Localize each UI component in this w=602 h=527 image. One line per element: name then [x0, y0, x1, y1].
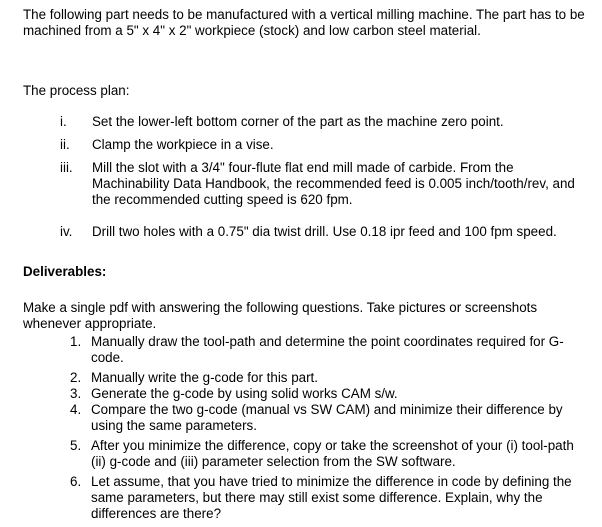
question-text: Generate the g-code by using solid works CAM s/w.: [91, 386, 398, 401]
question-number: 1.: [70, 334, 82, 349]
step-text: Mill the slot with a 3/4" four-flute flat end mill made of carbide. From the Machinability Data Handbook, the recommended feed is 0.005 inch/tooth/rev, and the recommended cutting speed is 620 fpm.: [92, 160, 575, 207]
step-number: ii.: [60, 137, 70, 152]
step-number: iv.: [60, 224, 73, 239]
question-text: Manually draw the tool-path and determine the point coordinates required for G-code.: [91, 334, 564, 365]
question-number: 2.: [70, 370, 82, 385]
step-text: Clamp the workpiece in a vise.: [92, 137, 274, 152]
question-number: 3.: [70, 386, 82, 401]
step-number: iii.: [60, 160, 73, 175]
step-number: i.: [60, 114, 67, 129]
step-text: Set the lower-left bottom corner of the part as the machine zero point.: [92, 114, 504, 129]
question-text: Manually write the g-code for this part.: [91, 370, 319, 385]
question-number: 6.: [70, 474, 82, 489]
question-text: Let assume, that you have tried to minimize the difference in code by defining the same parameters, but there may still exist some difference. Explain, why the differences are there?: [91, 474, 572, 521]
question-number: 5.: [70, 438, 82, 453]
question-text: After you minimize the difference, copy or take the screenshot of your (i) tool-path (ii) g-code and (iii) parameter selection from the SW software.: [91, 438, 574, 469]
step-text: Drill two holes with a 0.75" dia twist drill. Use 0.18 ipr feed and 100 fpm speed.: [92, 224, 557, 239]
question-text: Compare the two g-code (manual vs SW CAM) and minimize their difference by using the same parameters.: [91, 402, 563, 433]
intro-paragraph: The following part needs to be manufactured with a vertical milling machine. The part has to be machined from a 5" x 4" x 2" workpiece (stock) and low carbon steel material.: [23, 7, 585, 38]
deliverables-intro: Make a single pdf with answering the following questions. Take pictures or screenshots whenever appropriate.: [23, 300, 538, 331]
question-number: 4.: [70, 402, 82, 417]
deliverables-heading: Deliverables:: [23, 264, 107, 279]
process-plan-heading: The process plan:: [23, 83, 130, 98]
